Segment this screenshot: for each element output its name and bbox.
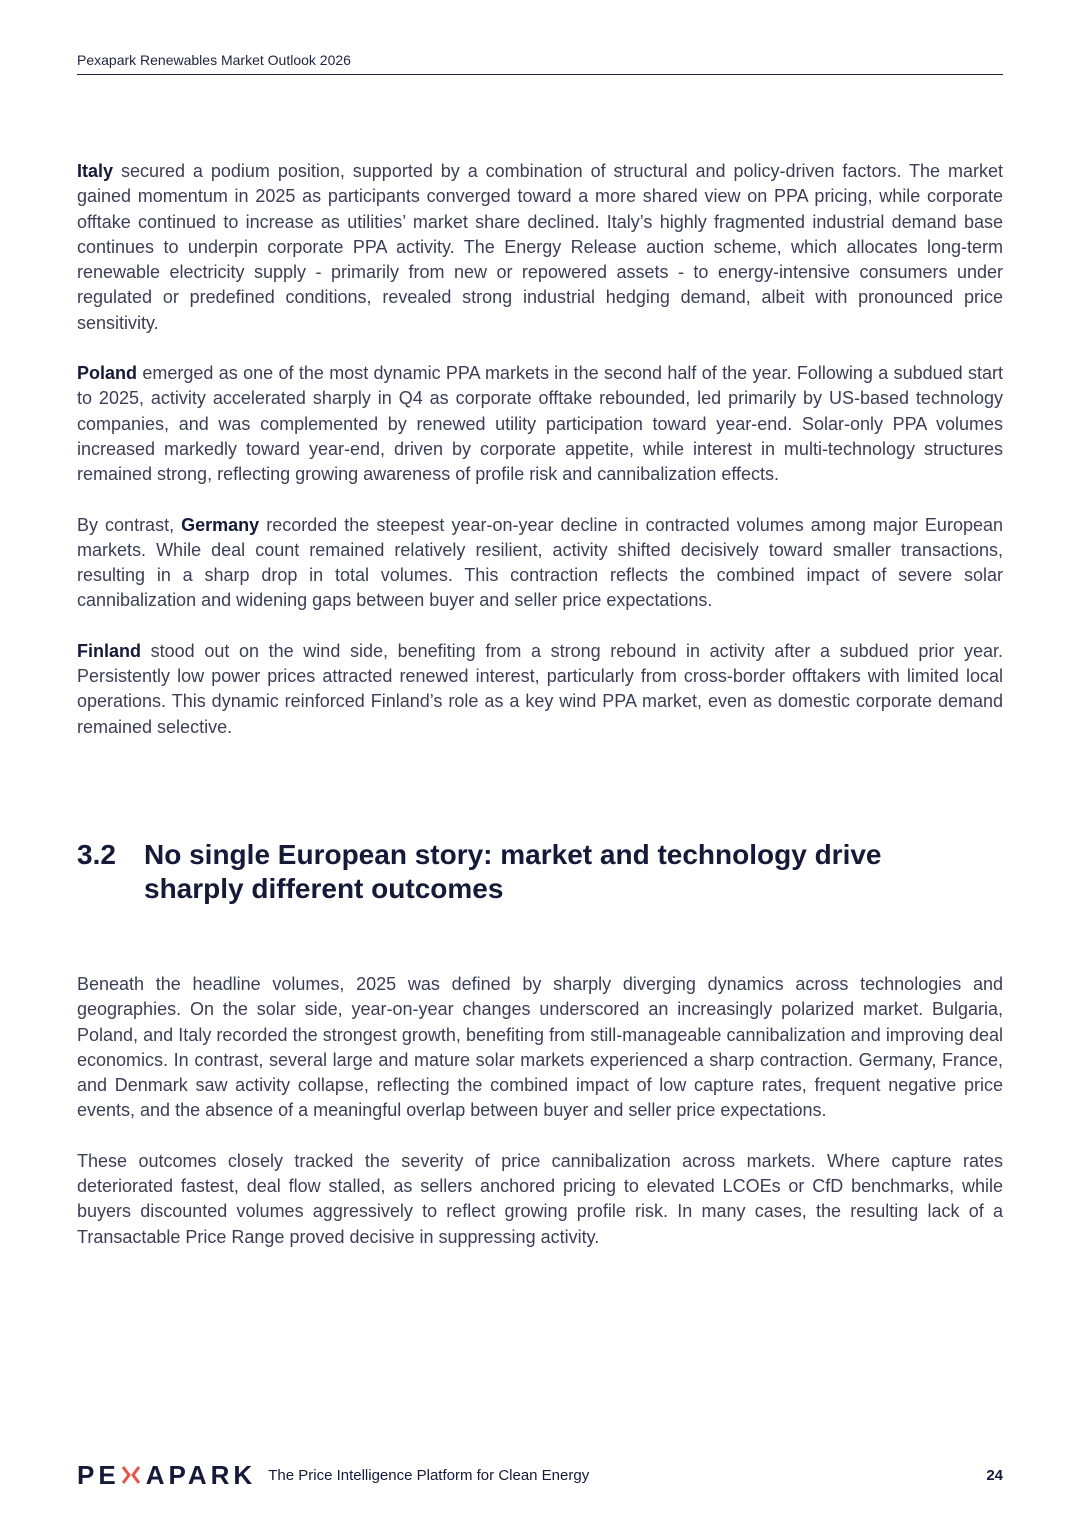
paragraph-lead: Poland (77, 363, 138, 384)
footer-tagline: The Price Intelligence Platform for Clean Energy (268, 1466, 590, 1484)
page-number: 24 (986, 1466, 1003, 1484)
paragraph-text: recorded the steepest year-on-year decline in contracted volumes among major European markets. While deal count remained relatively resilient, activity shifted decisively toward smaller transactions, resulting in a sharp drop in total volumes. This contraction reflects the combined impact of severe solar cannibalization and widening gaps between buyer and seller price expectations. (77, 514, 1003, 611)
section-number: 3.2 (77, 839, 116, 870)
logo-text-left: PE (77, 1459, 120, 1490)
page-header (77, 52, 1003, 75)
section-paragraph: These outcomes closely tracked the severity of price cannibalization across markets. Where capture rates deteriorated fastest, deal flow stalled, as sellers anchored pricing to elevated LCOEs or CfD benchmarks, while buyers discounted volumes aggressively to reflect growing profile risk. In many cases, the resulting lack of a Transactable Price Range proved decisive in suppressing activity. (77, 1150, 1003, 1247)
paragraph-lead: Germany (181, 514, 260, 535)
pexapark-logo (77, 1460, 256, 1491)
paragraph-lead: Italy (77, 161, 114, 181)
paragraph-text: emerged as one of the most dynamic PPA markets in the second half of the year. Following a subdued start to 2025, activity accelerated sharply in Q4 as corporate offtake rebounded, led primarily by US-based technology companies, and was complemented by renewed utility participation toward year-end. Solar-only PPA volumes increased markedly toward year-end, driven by corporate appetite, while interest in multi-technology structures remained strong, reflecting growing awareness of profile risk and cannibalization effects. (77, 363, 1003, 485)
logo-x-icon (120, 1464, 142, 1486)
paragraph-poland (77, 361, 1003, 487)
document-title: Pexapark Renewables Market Outlook 2026 (77, 52, 351, 68)
paragraph-text: secured a podium position, supported by a combination of structural and policy-driven factors. The market gained momentum in 2025 as participants converged toward a more shared view on PPA pricing, while corporate offtake continued to increase as utilities’ market share declined. Italy’s highly fragmented industrial demand base continues to underpin corporate PPA activity. The Energy Release auction scheme, which allocates long-term renewable electricity supply - primarily from new or repowered assets - to energy-intensive consumers under regulated or predefined conditions, revealed strong industrial hedging demand, albeit with pronounced price sensitivity. (77, 161, 1003, 333)
main-content (77, 159, 1003, 765)
logo-text-right: APARK (145, 1459, 257, 1490)
page-footer (77, 1460, 1003, 1490)
paragraph-italy (77, 159, 1003, 336)
section-paragraph: Beneath the headline volumes, 2025 was defined by sharply diverging dynamics across technologies and geographies. On the solar side, year-on-year changes underscored an increasingly polarized market. Bulgaria, Poland, and Italy recorded the strongest growth, benefiting from still-manageable cannibalization and improving deal economics. In contrast, several large and mature solar markets experienced a sharp contraction. Germany, France, and Denmark saw activity collapse, reflecting the combined impact of low capture rates, frequent negative price events, and the absence of a meaningful overlap between buyer and seller price expectations. (77, 974, 1003, 1121)
section-content (77, 972, 1003, 1275)
section-heading (77, 838, 1003, 906)
paragraph-germany (77, 513, 1003, 614)
paragraph-pre: By contrast, (77, 514, 182, 535)
paragraph-lead: Finland (77, 640, 141, 661)
paragraph-text: stood out on the wind side, benefiting from a strong rebound in activity after a subdued prior year. Persistently low power prices attracted renewed interest, particularly from cross-border offtakers with limited local operations. This dynamic reinforced Finland’s role as a key wind PPA market, even as domestic corporate demand remained selective. (77, 640, 1003, 737)
section-title: No single European story: market and technology drive sharply different outcomes (144, 839, 882, 904)
paragraph-finland (77, 639, 1003, 740)
